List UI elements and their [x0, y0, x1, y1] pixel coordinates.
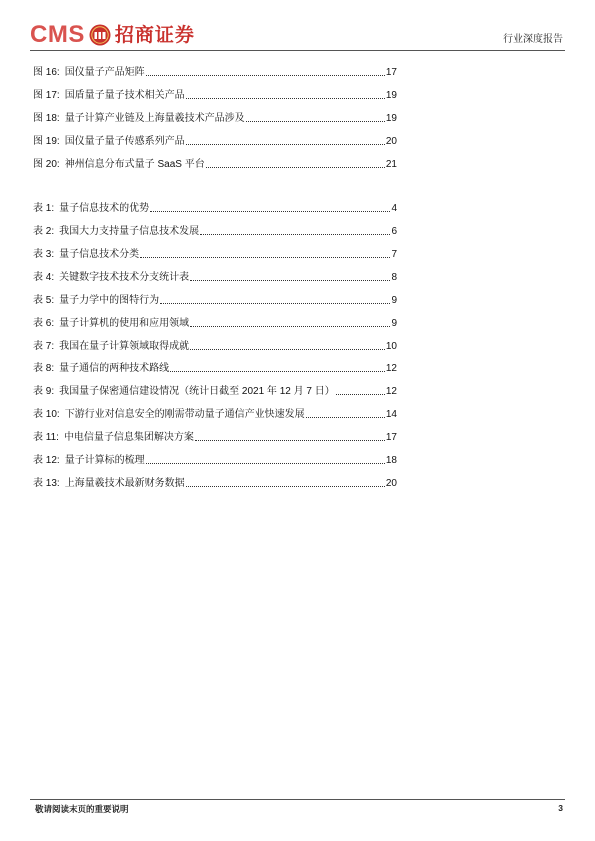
dot-leader: [140, 257, 390, 258]
entry-title: 我国在量子计算领域取得成就: [59, 341, 190, 352]
toc-table-entry[interactable]: [33, 201, 397, 215]
entry-label: 表 12:: [33, 455, 60, 466]
entry-page-number: 14: [385, 409, 397, 420]
entry-title: 国仪量子产品矩阵: [64, 67, 145, 78]
entry-label: 表 4:: [33, 272, 55, 283]
entry-title: 神州信息分布式量子 SaaS 平台: [64, 159, 205, 170]
entry-label: 图 19:: [33, 136, 60, 147]
logo-cms-text: CMS: [30, 21, 85, 48]
entry-page-number: 17: [385, 432, 397, 443]
dot-leader: [146, 75, 385, 76]
entry-title: 国盾量子量子技术相关产品: [64, 90, 185, 101]
dot-leader: [190, 349, 385, 350]
toc-figure-entry[interactable]: [33, 134, 397, 148]
entry-label: 表 9:: [33, 386, 55, 397]
dot-leader: [190, 326, 390, 327]
entry-label: 表 10:: [33, 409, 60, 420]
logo-chinese-text: 招商证券: [114, 23, 195, 46]
entry-title: 国仪量子量子传感系列产品: [64, 136, 185, 147]
entry-label: 表 1:: [33, 203, 55, 214]
entry-title: 下游行业对信息安全的刚需带动量子通信产业快速发展: [64, 409, 305, 420]
entry-page-number: 12: [385, 363, 397, 374]
dot-leader: [246, 121, 385, 122]
entry-page-number: 19: [385, 113, 397, 124]
entry-label: 图 16:: [33, 67, 60, 78]
dot-leader: [146, 463, 385, 464]
entry-page-number: 20: [385, 136, 397, 147]
entry-label: 表 6:: [33, 318, 55, 329]
dot-leader: [186, 144, 385, 145]
entry-title: 量子计算机的使用和应用领域: [59, 318, 190, 329]
entry-title: 关键数字技术技术分支统计表: [59, 272, 190, 283]
dot-leader: [186, 98, 385, 99]
entry-page-number: 7: [391, 249, 397, 260]
entry-title: 中电信量子信息集团解决方案: [63, 432, 194, 443]
entry-label: 表 2:: [33, 226, 55, 237]
footer-divider: [30, 799, 565, 800]
cms-emblem-icon: [89, 24, 111, 46]
dot-leader: [160, 303, 390, 304]
entry-label: 表 7:: [33, 341, 55, 352]
entry-page-number: 4: [391, 203, 397, 214]
toc-table-entry[interactable]: [33, 430, 397, 444]
dot-leader: [186, 486, 385, 487]
dot-leader: [195, 440, 385, 441]
entry-page-number: 10: [385, 341, 397, 352]
toc-table-entry[interactable]: [33, 339, 397, 353]
company-logo: [30, 20, 195, 50]
entry-label: 图 20:: [33, 159, 60, 170]
dot-leader: [150, 211, 390, 212]
entry-title: 我国大力支持量子信息技术发展: [59, 226, 200, 237]
entry-title: 量子力学中的图特行为: [59, 295, 160, 306]
toc-table-entry[interactable]: [33, 384, 397, 398]
dot-leader: [200, 234, 390, 235]
toc-table-entry[interactable]: [33, 407, 397, 421]
entry-page-number: 12: [385, 386, 397, 397]
entry-page-number: 17: [385, 67, 397, 78]
toc-figure-entry[interactable]: [33, 111, 397, 125]
toc-table-entry[interactable]: [33, 293, 397, 307]
entry-title: 量子通信的两种技术路线: [59, 363, 170, 374]
entry-label: 表 11:: [33, 432, 59, 443]
entry-page-number: 6: [391, 226, 397, 237]
header-divider: [30, 50, 565, 51]
entry-page-number: 21: [385, 159, 397, 170]
dot-leader: [206, 167, 385, 168]
dot-leader: [306, 417, 385, 418]
toc-figure-entry[interactable]: [33, 88, 397, 102]
toc-table-entry[interactable]: [33, 453, 397, 467]
dot-leader: [170, 371, 385, 372]
entry-title: 量子计算标的梳理: [64, 455, 145, 466]
entry-page-number: 9: [391, 295, 397, 306]
entry-page-number: 20: [385, 478, 397, 489]
toc-table-entry[interactable]: [33, 270, 397, 284]
entry-page-number: 9: [391, 318, 397, 329]
toc-table-entry[interactable]: [33, 476, 397, 490]
footer-disclaimer: 敬请阅读末页的重要说明: [35, 804, 129, 814]
entry-label: 表 8:: [33, 363, 55, 374]
report-type-label: 行业深度报告: [503, 34, 563, 45]
entry-title: 上海量羲技术最新财务数据: [64, 478, 185, 489]
entry-label: 表 13:: [33, 478, 60, 489]
entry-title: 量子信息技术分类: [59, 249, 140, 260]
entry-title: 我国量子保密通信建设情况（统计日截至 2021 年 12 月 7 日）: [59, 386, 335, 397]
entry-label: 表 3:: [33, 249, 55, 260]
toc-figure-entry[interactable]: [33, 65, 397, 79]
toc-table-entry[interactable]: [33, 361, 397, 375]
entry-page-number: 18: [385, 455, 397, 466]
dot-leader: [336, 394, 385, 395]
toc-table-entry[interactable]: [33, 247, 397, 261]
entry-label: 图 18:: [33, 113, 60, 124]
page-number: 3: [558, 803, 563, 813]
entry-title: 量子信息技术的优势: [59, 203, 150, 214]
entry-title: 量子计算产业链及上海量羲技术产品涉及: [64, 113, 245, 124]
entry-label: 图 17:: [33, 90, 60, 101]
toc-table-entry[interactable]: [33, 224, 397, 238]
toc-table-entry[interactable]: [33, 316, 397, 330]
entry-label: 表 5:: [33, 295, 55, 306]
dot-leader: [190, 280, 390, 281]
entry-page-number: 19: [385, 90, 397, 101]
entry-page-number: 8: [391, 272, 397, 283]
toc-figure-entry[interactable]: [33, 157, 397, 171]
